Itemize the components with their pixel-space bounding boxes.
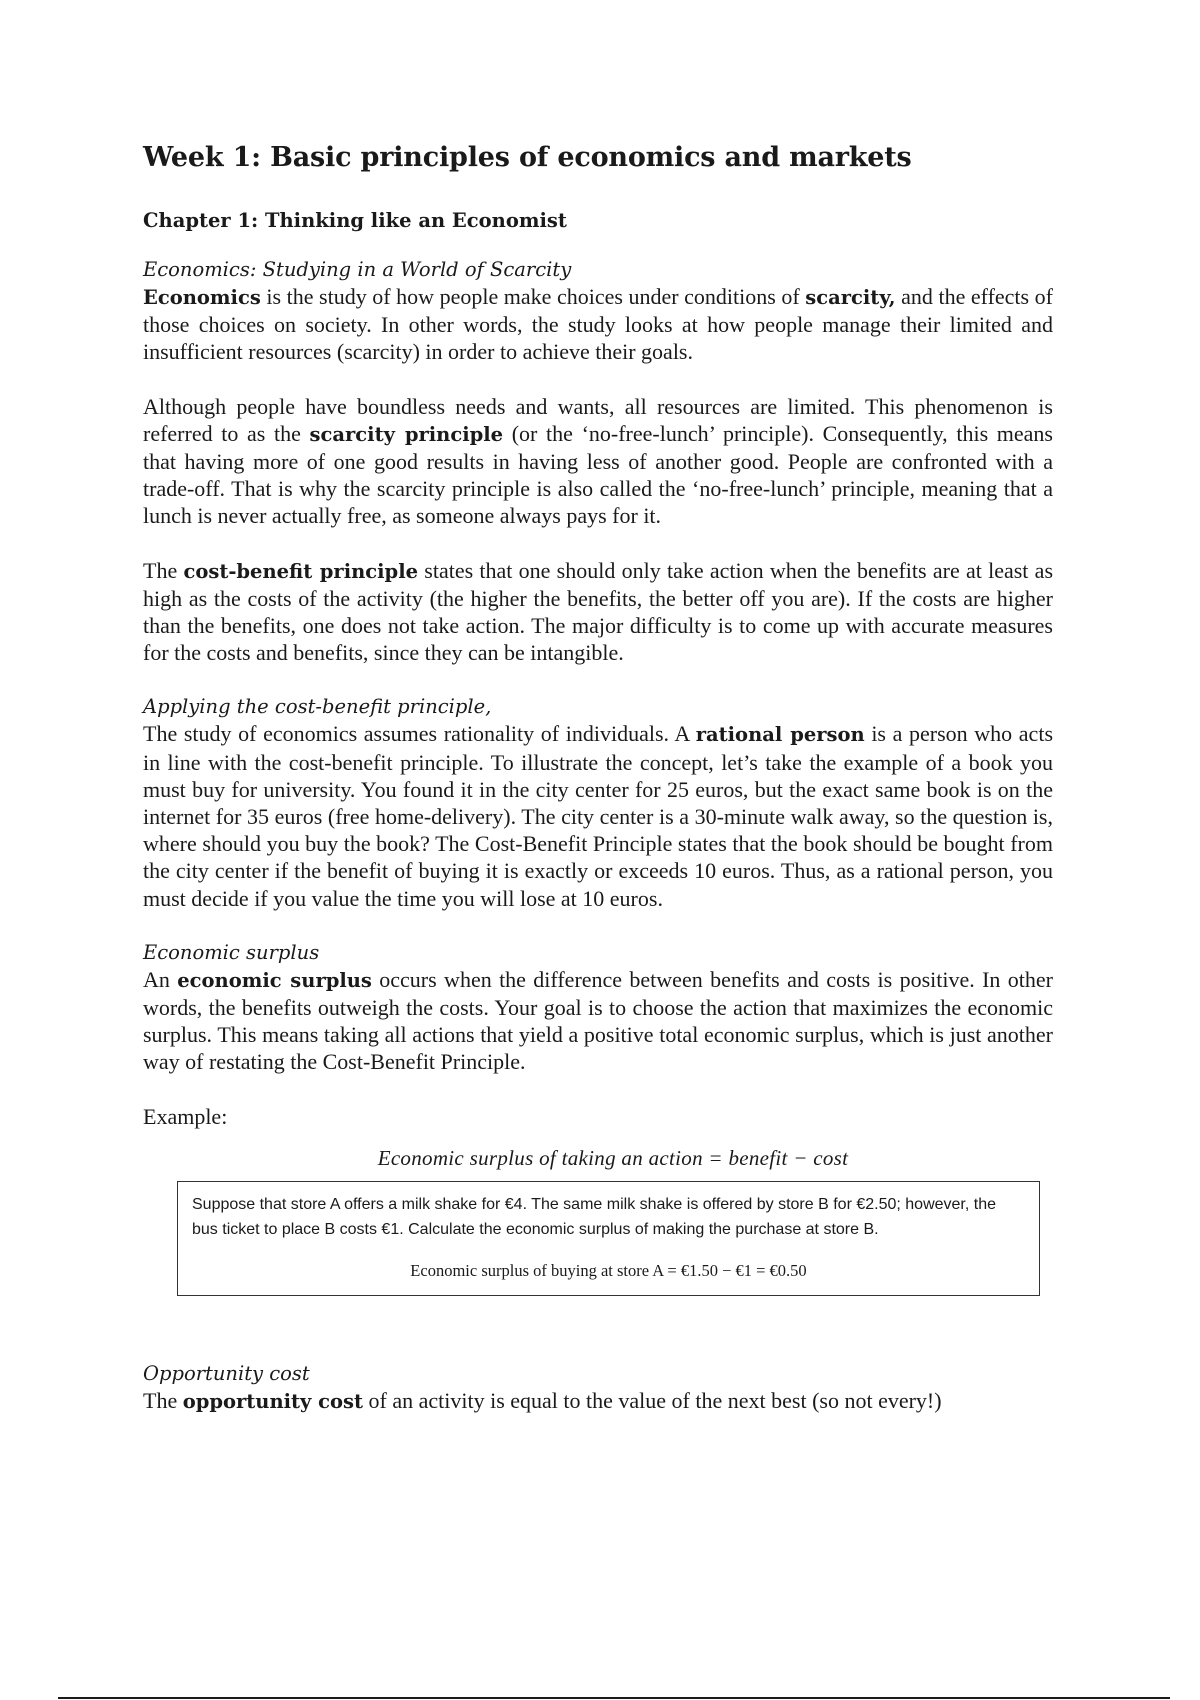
example-label: Example: [143, 1103, 228, 1129]
paragraph-scarcity-principle: Although people have boundless needs and wants, all resources are limited. This phenomenon is referred to as the scarcity principle (or the ‘no-free-lunch’ principle). Consequently, this means that having more of one good results in having less of another good. People are confronted with a trade-off. That is why the scarcity principle is also called the ‘no-free-lunch’ principle, meaning that a lunch is never actually free, as someone always pays for it. [143, 393, 1053, 529]
example-box-text: Suppose that store A offers a milk shake for €4. The same milk shake is offered by store B for €2.50; however, the bus ticket to place B costs €1. Calculate the economic surplus of making the purchase at store B. [192, 1195, 996, 1238]
paragraph-economics-definition: Economics is the study of how people make choices under conditions of scarcity, and the effects of those choices on society. In other words, the study looks at how people manage their limited and insufficient resources (scarcity) in order to achieve their goals. [143, 284, 1053, 365]
term-economics: Economics [143, 286, 261, 309]
surplus-formula: Economic surplus of taking an action = benefit − cost [377, 1145, 849, 1170]
term-cost-benefit-principle: cost-benefit principle [183, 559, 419, 583]
section-heading-economic-surplus: Economic surplus [143, 940, 320, 964]
example-box-formula: Economic surplus of buying at store A = €1.50 − €1 = €0.50 [410, 1260, 807, 1280]
paragraph-rational-person: The study of economics assumes rationality of individuals. A rational person is a person who acts in line with the cost-benefit principle. To illustrate the concept, let’s take the example of a book you must buy for university. You found it in the city center for 25 euros, but the exact same book is on the internet for 35 euros (free home-delivery). The city center is a 30-minute walk away, so the question is, where should you buy the book? The Cost-Benefit Principle states that the book should be bought from the city center if the benefit of buying it is exactly or exceeds 10 euros. Thus, as a rational person, you must decide if you value the time you will lose at 10 euros. [143, 721, 1053, 911]
term-opportunity-cost: opportunity cost [182, 1389, 364, 1413]
term-scarcity-principle: scarcity principle [309, 422, 504, 446]
chapter-heading: Chapter 1: Thinking like an Economist [143, 209, 567, 232]
section-heading-scarcity: Economics: Studying in a World of Scarcity [143, 258, 572, 281]
term-rational-person: rational person [695, 723, 865, 747]
paragraph-economic-surplus: An economic surplus occurs when the difference between benefits and costs is positive. In other words, the benefits outweigh the costs. Your goal is to choose the action that maximizes the economic surplus. This means taking all actions that yield a positive total economic surplus, which is just another way of restating the Cost-Benefit Principle. [143, 966, 1053, 1075]
term-economic-surplus: economic surplus [177, 968, 372, 992]
page-bottom-rule [58, 1697, 1170, 1699]
paragraph-opportunity-cost: The opportunity cost of an activity is equal to the value of the next best (so not every!) [143, 1387, 942, 1413]
section-heading-applying: Applying the cost-benefit principle, [143, 695, 492, 719]
section-heading-opportunity-cost: Opportunity cost [143, 1361, 310, 1385]
example-box [177, 1181, 1040, 1296]
paragraph-cost-benefit: The cost-benefit principle states that one should only take action when the benefits are at least as high as the costs of the activity (the higher the benefits, the better off you are). If the costs are higher than the benefits, one does not take action. The major difficulty is to come up with accurate measures for the costs and benefits, since they can be intangible. [143, 557, 1054, 666]
document-page [143, 140, 1053, 1415]
term-scarcity: scarcity, [805, 286, 896, 309]
page-title: Week 1: Basic principles of economics and markets [143, 142, 912, 173]
